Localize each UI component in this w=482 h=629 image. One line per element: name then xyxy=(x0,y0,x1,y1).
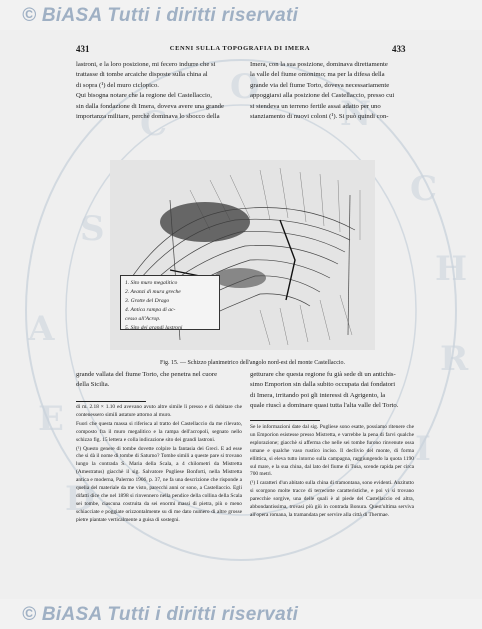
text-line: Qui bisogna notare che la regione del Castellaccio, xyxy=(76,92,212,100)
legend-item: 2. Avanzi di mura greche xyxy=(125,289,181,295)
footnotes-left xyxy=(76,404,242,526)
svg-text:O: O xyxy=(230,67,260,107)
text-line: grande via del fiume Torto, doveva necessariamente xyxy=(250,81,390,89)
footnote: (¹) Questo genere di tombe dovette colpire la fantasia dei Greci. E ad esse che si dà il nome di tombe di Saturno? Tombe simili a queste pare si trovano lungo la contrada S. Maria della Scala, a 4 chilometri da Mistretta (Amestratus) giacchè il sig. Salvatore Pugliese Bonforti, nella Mistretta antica e moderna, Palermo 1906, p. 37, ne fa una descrizione che risponde a quella del materiale da me visto, parecchi anni or sono, a Castellaccio. Egli difatti dice che nel 1898 si rinvennero nella pendice della collina della Scala sei tombe, ciascuna costruita da sei enormi massi di pietra, più o meno schiacciate e poggiate orizzontalmente su di me dato numero di altre grosse pietre piantate verticalmente a guisa di sostegni. xyxy=(76,445,242,523)
watermark-top-text: © BiASA Tutti i diritti riservati xyxy=(22,5,299,26)
watermark-bottom-text: © BiASA Tutti i diritti riservati xyxy=(22,604,299,625)
text-line: Imera, con la sua posizione, dominava direttamente xyxy=(250,61,388,68)
page-number-right: 433 xyxy=(392,44,406,54)
scanned-page xyxy=(0,30,482,599)
page-number-left: 431 xyxy=(76,44,90,54)
footnotes-right xyxy=(250,424,414,521)
top-right-column xyxy=(250,60,414,122)
svg-text:C: C xyxy=(410,169,438,209)
text-line: appoggiarsi alla posizione del Castellaccio, presso cui xyxy=(250,92,395,100)
footnote: Fuori che questa massa si riferisca al tratto del Castellaccio da me rilevato, composto fra il muro megalitico e la rampa dell'acropoli, segnato nello schizzo fig. 15 lettera e colla indicazione sito dei grandi lastroni. xyxy=(76,420,242,443)
footnote-rule-left xyxy=(76,401,146,402)
text-line: quale riuscì a dominare quasi tutta l'alta valle del Torto. xyxy=(250,402,399,410)
svg-text:C: C xyxy=(140,104,168,144)
text-line: trattasse di tombe arcaiche disposte sulla china al xyxy=(76,71,208,79)
legend-item: 5. Sito dei grandi lastroni xyxy=(125,325,183,331)
top-left-column xyxy=(76,60,242,122)
footnote-rule-right xyxy=(250,420,320,421)
text-line: grande vallata del fiume Torto, che penetra nel cuore xyxy=(76,371,218,378)
text-line: si stendeva un terreno fertile assai adatto per uno xyxy=(250,102,381,110)
svg-text:S: S xyxy=(80,209,105,249)
mid-left-column xyxy=(76,370,242,391)
text-line: della Sicilia. xyxy=(76,381,110,389)
legend-item: 3. Grotte del Drago xyxy=(125,298,170,304)
svg-text:E: E xyxy=(38,399,64,439)
svg-text:I: I xyxy=(415,429,431,469)
text-line: importanza militare, perchè dominava lo sbocco della xyxy=(76,113,220,121)
figure-caption: Fig. 15. — Schizzo planimetrico dell'angolo nord-est del monte Castellaccio. xyxy=(160,360,346,366)
svg-text:R: R xyxy=(440,339,469,379)
mid-right-column xyxy=(250,370,414,412)
text-line: lastroni, e la loro posizione, mi fecero indurre che si xyxy=(76,61,216,68)
running-title: CENNI SULLA TOPOGRAFIA DI IMERA xyxy=(169,45,311,52)
text-line: la valle del fiume omonimo; ma per la difesa della xyxy=(250,71,385,79)
svg-text:D: D xyxy=(65,479,95,519)
svg-text:A: A xyxy=(28,309,55,349)
text-line: stanziamento di nuovi coloni (¹). Si può quindi con- xyxy=(250,113,389,121)
legend-item: 4. Antica rampa di ac- xyxy=(125,307,176,313)
text-line: di sopra (¹) del muro ciclopico. xyxy=(76,81,159,89)
figure-legend xyxy=(120,275,220,330)
watermark-bottom xyxy=(0,599,482,629)
text-line: di Imera, irritando poi gli interessi di Agrigento, la xyxy=(250,391,386,399)
text-line: simo Emporion sin dalla subito occupata dai fondatori xyxy=(250,381,396,389)
svg-text:H: H xyxy=(435,249,468,289)
text-line: getturare che questa regione fu già sede di un antichis- xyxy=(250,371,396,378)
footnote: di m. 2.18 × 1.10 ed avevano avuto altre simile lì presso e di dubitare che contenessero simili astature attorno al muro. xyxy=(76,404,242,418)
watermark-top xyxy=(0,0,482,30)
text-line: sin dalla fondazione di Imera, doveva avere una grande xyxy=(76,102,224,110)
legend-item: 1. Sito muro megalitico xyxy=(125,280,178,286)
svg-text:N: N xyxy=(340,94,372,134)
footnote: (¹) I caratteri d'un abitato sulla china di tramontana, sono evidenti. Anzitutto si scorgono molte tracce di terrecotte caratteristiche, e poi vi si trovano parecchie sorgive, una delle quali è al piede del Castellaccio ed altra, abbondantissima, trovasi più giù in contrada Bonura. Quest'ultima serviva all'opera romana, la tramandata per servire alla città di Thermae. xyxy=(250,480,414,518)
legend-item: cesso all'Acrop. xyxy=(125,316,161,322)
footnote: Se le informazioni date dal sig. Pugliese sono esatte, possiamo ritenere che un Emporion esistesse presso Mistretta, e varrebbe la pena di farvi qualche esplorazione; giacchè si afferma che nelle sei tombe furono rinvenute ossa umane e qualche vaso rustico inciso. Il declivio del monte, di forma ellittica, si eleva tutto intorno sulla campagna, raggiungendo la quota 1190 sul mare, e la sua china, dal lato del fiume di Tusa, scende rapida per circa 700 metri. xyxy=(250,424,414,478)
